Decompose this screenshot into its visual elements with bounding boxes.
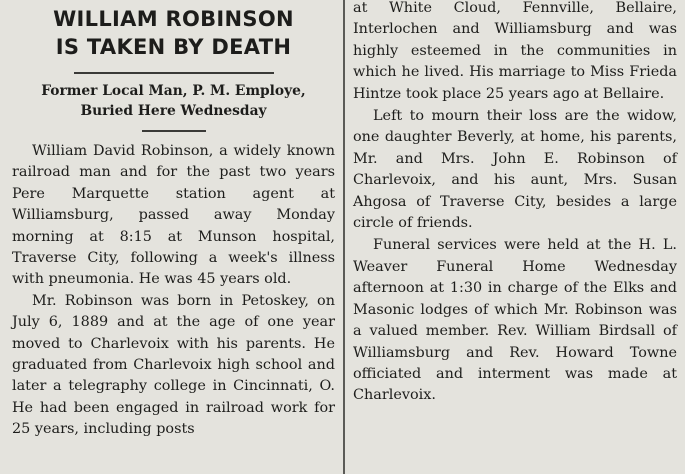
headline-divider xyxy=(74,72,274,74)
headline-line-1: WILLIAM ROBINSON xyxy=(53,7,294,31)
subhead-line-1: Former Local Man, P. M. Employe, xyxy=(41,83,306,99)
subhead-line-2: Buried Here Wednesday xyxy=(80,103,267,119)
subhead-divider xyxy=(142,130,206,132)
subheadline xyxy=(12,81,335,121)
column-divider xyxy=(343,0,345,474)
right-column xyxy=(346,0,685,474)
paragraph-2: Mr. Robinson was born in Petoskey, on July 6, 1889 and at the age of one year moved to Charlevoix with his parents. He graduated from Charlevoix high school and later a telegraphy college in Cincinnati, O. He had been engaged in railroad work for 25 years, including posts xyxy=(12,292,335,438)
headline-line-2: IS TAKEN BY DEATH xyxy=(55,35,292,59)
paragraph-4: Funeral services were held at the H. L. Weaver Funeral Home Wednesday afternoon at 1:30 in charge of the Elks and Masonic lodges of which Mr. Robinson was a valued member. Rev. William Birdsall of Williamsburg and Rev. Howard Towne officiated and interment was made at Charlevoix. xyxy=(353,237,677,404)
paragraph-3: Left to mourn their loss are the widow, one daughter Beverly, at home, his parents, Mr. and Mrs. John E. Robinson of Charlevoix, and his aunt, Mrs. Susan Ahgosa of Traverse City, besides a large circle of friends. xyxy=(353,108,677,232)
paragraph-1: William David Robinson, a widely known railroad man and for the past two years Pere Marquette station agent at Williamsburg, passed away Monday morning at 8:15 at Munson hospital, Traverse City, following a week's illness with pneumonia. He was 45 years old. xyxy=(12,143,335,288)
paragraph-2-continued: at White Cloud, Fennville, Bellaire, Interlochen and Williamsburg and was highly esteemed in the communities in which he lived. His marriage to Miss Frieda Hintze took place 25 years ago at Bellaire. xyxy=(353,0,677,102)
headline xyxy=(12,5,335,61)
